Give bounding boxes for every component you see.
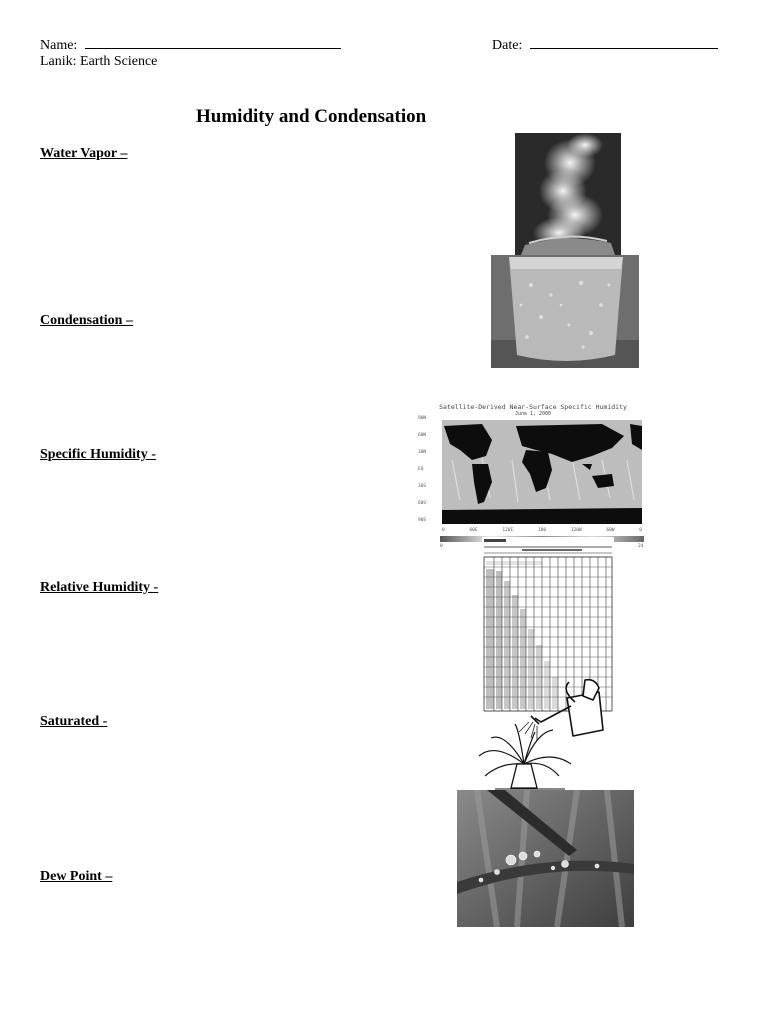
date-line xyxy=(492,36,718,54)
map-y-tick: 90N xyxy=(418,416,427,421)
term-dew-point: Dew Point – xyxy=(40,869,113,884)
map-subtitle: June 1, 2000 xyxy=(514,411,552,417)
page-title: Humidity and Condensation xyxy=(196,106,427,127)
date-label: Date: xyxy=(492,38,523,53)
name-blank[interactable] xyxy=(85,36,341,49)
dew-drops-photo xyxy=(457,790,634,927)
term-condensation: Condensation – xyxy=(40,313,133,328)
steam-photo xyxy=(515,133,621,255)
specific-humidity-map xyxy=(418,400,648,552)
term-saturated: Saturated - xyxy=(40,714,108,729)
date-blank[interactable] xyxy=(530,36,718,49)
term-specific-humidity: Specific Humidity - xyxy=(40,447,156,462)
map-x-tick: 60E xyxy=(469,528,478,533)
map-x-tick: 180 xyxy=(537,528,547,533)
map-y-tick: 60N xyxy=(418,433,427,438)
map-y-tick: 30S xyxy=(418,484,427,489)
colorbar-min: 0 xyxy=(440,544,443,549)
map-x-tick: 120W xyxy=(570,528,582,533)
map-x-ticks xyxy=(442,528,642,533)
map-y-tick: EQ xyxy=(418,467,424,472)
map-y-tick: 90S xyxy=(418,518,427,523)
map-x-tick: 120E xyxy=(502,528,514,533)
map-y-ticks xyxy=(418,416,438,526)
map-title: Satellite-Derived Near-Surface Specific Humidity xyxy=(439,403,627,411)
course-label: Lanik: Earth Science xyxy=(40,54,158,69)
watering-can-plant-drawing xyxy=(475,672,615,790)
map-y-tick: 60S xyxy=(418,501,427,506)
map-x-tick: 0 xyxy=(442,528,445,533)
term-water-vapor: Water Vapor – xyxy=(40,146,128,161)
map-x-tick: 60W xyxy=(606,528,615,533)
name-label: Name: xyxy=(40,38,78,53)
colorbar-max: 24 xyxy=(638,544,644,549)
map-x-tick: 0 xyxy=(639,528,642,533)
term-relative-humidity: Relative Humidity - xyxy=(40,580,159,595)
world-map xyxy=(442,420,642,524)
map-y-tick: 30N xyxy=(418,450,427,455)
name-line xyxy=(40,36,341,54)
condensation-glass-photo xyxy=(491,255,639,368)
